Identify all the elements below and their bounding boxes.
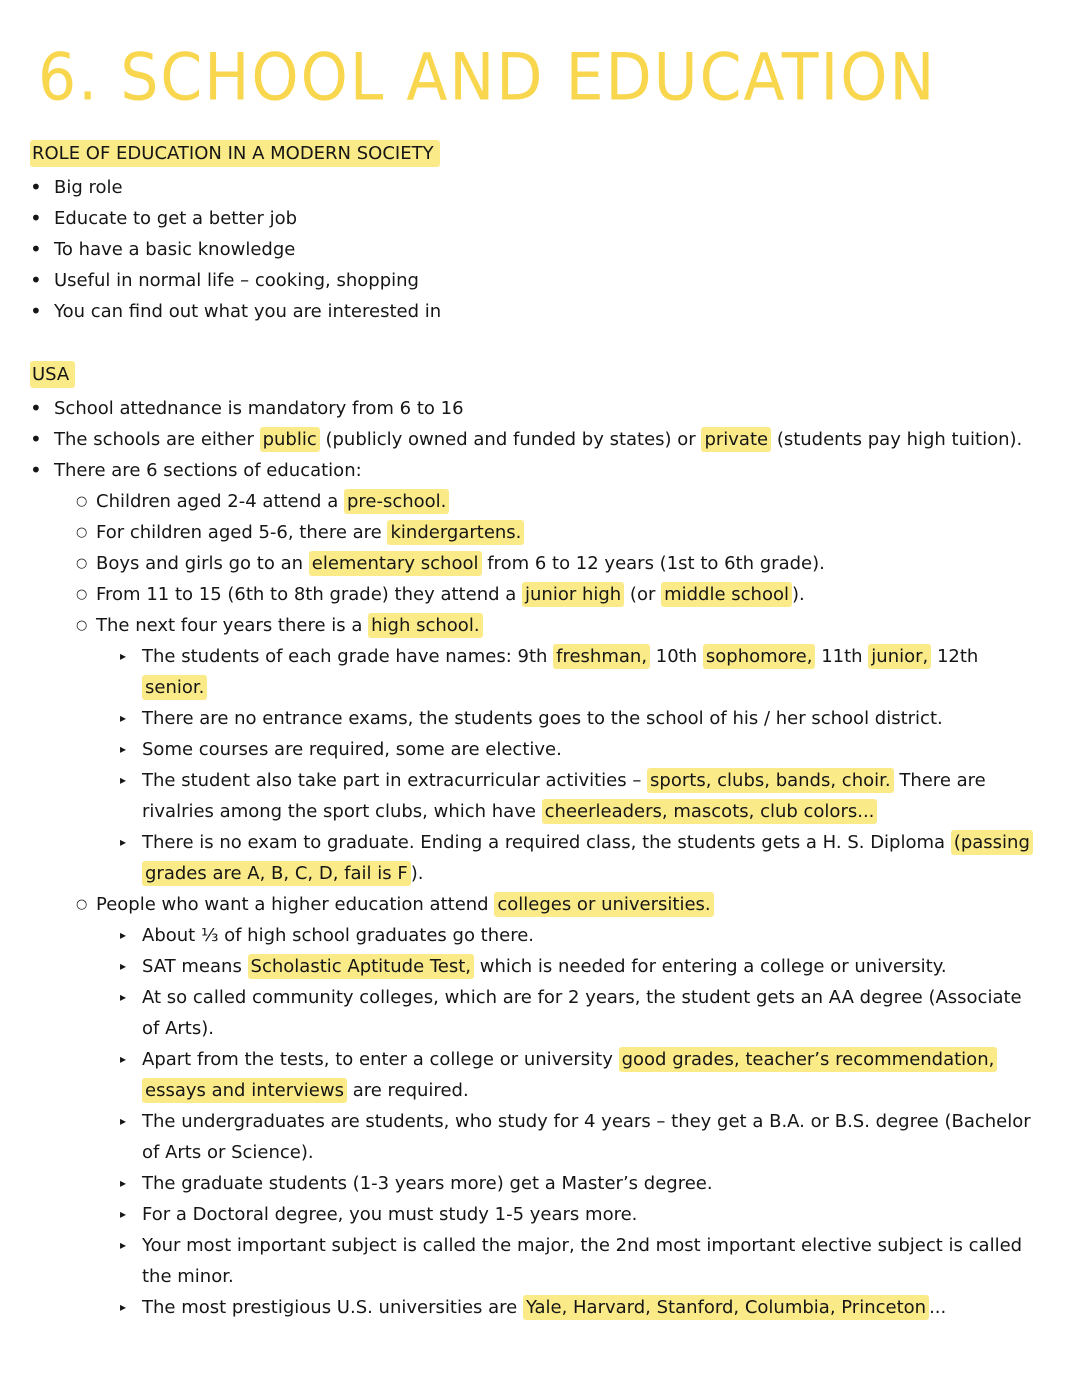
note-line [28,951,1044,982]
arrow-bullet-icon: ▸ [120,711,127,725]
plain-text: There are no entrance exams, the students goes to the school of his / her school district. [142,708,943,729]
circle-bullet-icon: ○ [76,897,88,912]
line-text [30,359,1044,390]
arrow-bullet-icon: ▸ [120,959,127,973]
section-heading [28,138,1044,169]
dot-bullet-icon: • [30,427,42,451]
line-text [54,455,1044,486]
plain-text: From 11 to 15 (6th to 8th grade) they attend a [96,584,522,605]
highlighted-text: middle school [661,582,792,607]
dot-bullet-icon: • [30,206,42,230]
plain-text: SAT means [142,956,248,977]
note-line [28,703,1044,734]
line-text [142,982,1044,1044]
note-line [28,641,1044,703]
plain-text: ). [410,863,424,884]
line-text [96,517,1044,548]
plain-text: Some courses are required, some are elective. [142,739,562,760]
arrow-bullet-icon: ▸ [120,649,127,663]
highlighted-text: sophomore, [703,644,816,669]
line-text [96,548,1044,579]
plain-text: For children aged 5-6, there are [96,522,388,543]
highlighted-text: junior, [868,644,931,669]
note-line [28,610,1044,641]
note-line [28,234,1044,265]
plain-text: At so called community colleges, which are for 2 years, the student gets an AA degree (Associate of Arts). [142,987,1022,1039]
note-line [28,393,1044,424]
arrow-bullet-icon: ▸ [120,928,127,942]
dot-bullet-icon: • [30,299,42,323]
plain-text: Your most important subject is called the major, the 2nd most important elective subject is called the minor. [142,1235,1023,1287]
line-text [142,1168,1044,1199]
note-line [28,486,1044,517]
note-line [28,579,1044,610]
line-text [142,1230,1044,1292]
note-line [28,296,1044,327]
plain-text: The student also take part in extracurricular activities – [142,770,648,791]
line-text [142,920,1044,951]
highlighted-text: cheerleaders, mascots, club colors... [542,799,878,824]
line-text [142,1044,1044,1106]
note-line [28,1199,1044,1230]
line-text [142,734,1044,765]
plain-text: (publicly owned and funded by states) or [319,429,702,450]
line-text [54,203,1044,234]
plain-text: For a Doctoral degree, you must study 1-5 years more. [142,1204,638,1225]
highlighted-text: public [260,427,320,452]
plain-text: The schools are either [54,429,260,450]
plain-text: (students pay high tuition). [771,429,1023,450]
circle-bullet-icon: ○ [76,587,88,602]
arrow-bullet-icon: ▸ [120,835,127,849]
arrow-bullet-icon: ▸ [120,1238,127,1252]
circle-bullet-icon: ○ [76,556,88,571]
note-line [28,203,1044,234]
line-text [142,951,1044,982]
highlighted-text: senior. [142,675,207,700]
line-text [96,579,1044,610]
plain-text: The undergraduates are students, who study for 4 years – they get a B.A. or B.S. degree (Bachelor of Arts or Science). [142,1111,1031,1163]
arrow-bullet-icon: ▸ [120,1052,127,1066]
plain-text: The graduate students (1-3 years more) get a Master’s degree. [142,1173,713,1194]
plain-text: There are rivalries among the sport clubs, which have [142,770,986,822]
note-line [28,765,1044,827]
plain-text: School attednance is mandatory from 6 to 16 [54,398,464,419]
highlighted-text: Scholastic Aptitude Test, [248,954,474,979]
highlighted-text: kindergartens. [387,520,524,545]
plain-text: 10th [650,646,703,667]
note-line [28,548,1044,579]
arrow-bullet-icon: ▸ [120,1114,127,1128]
arrow-bullet-icon: ▸ [120,742,127,756]
note-line [28,1106,1044,1168]
plain-text: 11th [815,646,869,667]
plain-text: Big role [54,177,123,198]
notes-content [28,138,1044,1323]
highlighted-text: Yale, Harvard, Stanford, Columbia, Princeton [523,1295,929,1320]
line-text [96,889,1044,920]
line-text [142,1292,1044,1323]
circle-bullet-icon: ○ [76,618,88,633]
highlighted-text: high school. [368,613,482,638]
plain-text: The most prestigious U.S. universities are [142,1297,523,1318]
line-text [96,610,1044,641]
plain-text: Useful in normal life – cooking, shopping [54,270,419,291]
line-text [142,827,1044,889]
line-text [142,641,1044,703]
plain-text: Apart from the tests, to enter a college or university [142,1049,619,1070]
note-line [28,265,1044,296]
note-line [28,920,1044,951]
highlighted-text: ROLE OF EDUCATION IN A MODERN SOCIETY [30,140,440,167]
highlighted-text: private [701,427,771,452]
section-heading [28,359,1044,390]
arrow-bullet-icon: ▸ [120,990,127,1004]
line-text [30,138,1044,169]
plain-text: which is needed for entering a college or university. [474,956,947,977]
plain-text: ). [792,584,805,605]
line-text [54,234,1044,265]
plain-text: (or [624,584,662,605]
line-text [54,265,1044,296]
line-text [142,1199,1044,1230]
circle-bullet-icon: ○ [76,494,88,509]
plain-text: from 6 to 12 years (1st to 6th grade). [481,553,825,574]
plain-text: Boys and girls go to an [96,553,309,574]
arrow-bullet-icon: ▸ [120,773,127,787]
highlighted-text: (passing grades are A, B, C, D, fail is F [142,830,1033,886]
line-text [142,1106,1044,1168]
plain-text: 12th [931,646,979,667]
highlighted-text: pre-school. [344,489,449,514]
plain-text: You can find out what you are interested in [54,301,442,322]
highlighted-text: junior high [522,582,624,607]
dot-bullet-icon: • [30,237,42,261]
note-line [28,889,1044,920]
note-line [28,1292,1044,1323]
note-line [28,517,1044,548]
note-line [28,1044,1044,1106]
circle-bullet-icon: ○ [76,525,88,540]
note-line [28,734,1044,765]
line-text [54,296,1044,327]
plain-text: ... [929,1297,947,1318]
section-gap [28,327,1044,357]
dot-bullet-icon: • [30,458,42,482]
note-line [28,1230,1044,1292]
arrow-bullet-icon: ▸ [120,1300,127,1314]
plain-text: People who want a higher education attend [96,894,495,915]
line-text [54,393,1044,424]
line-text [96,486,1044,517]
plain-text: The students of each grade have names: 9th [142,646,554,667]
note-line [28,827,1044,889]
dot-bullet-icon: • [30,396,42,420]
note-line [28,172,1044,203]
dot-bullet-icon: • [30,175,42,199]
highlighted-text: colleges or universities. [494,892,713,917]
plain-text: Children aged 2-4 attend a [96,491,344,512]
plain-text: are required. [346,1080,469,1101]
plain-text: The next four years there is a [96,615,369,636]
highlighted-text: freshman, [553,644,650,669]
highlighted-text: elementary school [309,551,482,576]
line-text [142,703,1044,734]
arrow-bullet-icon: ▸ [120,1207,127,1221]
note-line [28,424,1044,455]
plain-text: To have a basic knowledge [54,239,296,260]
plain-text: There is no exam to graduate. Ending a required class, the students gets a H. S. Diploma [142,832,951,853]
plain-text: About ⅓ of high school graduates go there. [142,925,535,946]
note-line [28,455,1044,486]
page-title: 6. SCHOOL AND EDUCATION [38,40,937,116]
line-text [54,172,1044,203]
highlighted-text: good grades, teacher’s recommendation, essays and interviews [142,1047,997,1103]
highlighted-text: USA [30,361,75,388]
dot-bullet-icon: • [30,268,42,292]
line-text [142,765,1044,827]
note-line [28,982,1044,1044]
note-line [28,1168,1044,1199]
plain-text: Educate to get a better job [54,208,298,229]
arrow-bullet-icon: ▸ [120,1176,127,1190]
line-text [54,424,1044,455]
plain-text: There are 6 sections of education: [54,460,362,481]
highlighted-text: sports, clubs, bands, choir. [647,768,894,793]
